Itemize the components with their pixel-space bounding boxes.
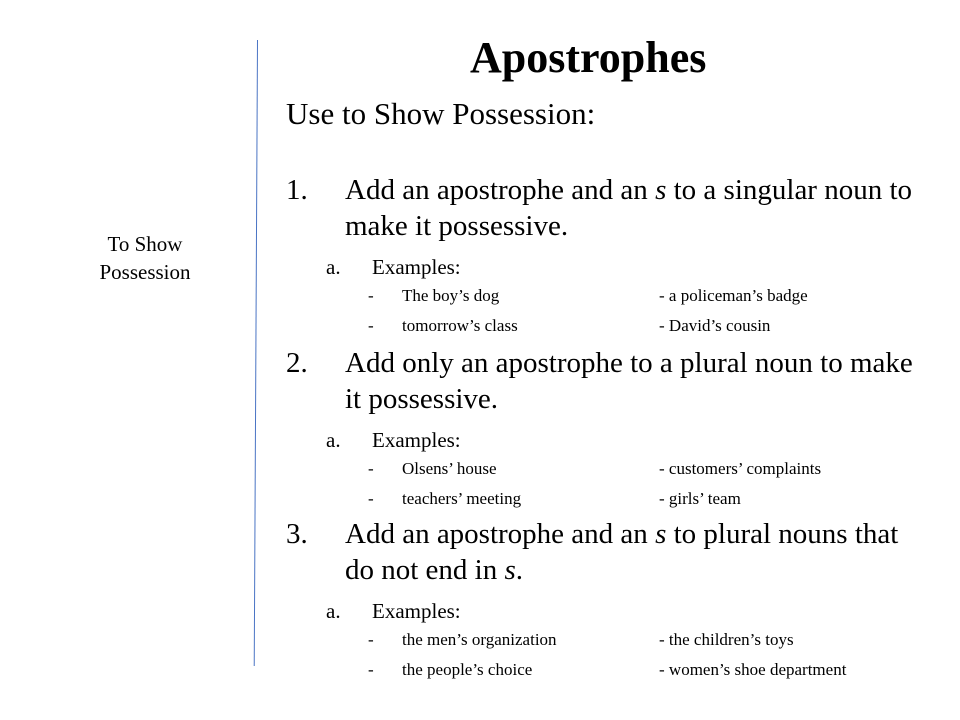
rule-3-text-part: to plural nouns that do not end in [345,518,899,586]
example-right: - women’s shoe department [659,660,847,679]
example-row [286,311,926,341]
rule-1-number: 1. [286,174,308,206]
rule-3-italic-s-2: s [504,554,516,586]
rule-1-examples-label: Examples: [372,255,461,279]
rule-3-examples-letter: a. [326,599,341,623]
example-dash: - [368,459,374,478]
example-dash: - [368,630,374,649]
rule-1-examples-letter: a. [326,255,341,279]
example-dash: - [368,286,374,305]
example-left: tomorrow’s class [402,316,518,335]
example-left: the men’s organization [402,630,557,649]
rule-1-italic-s: s [655,174,667,206]
example-left: The boy’s dog [402,286,500,305]
rule-2-examples-label: Examples: [372,428,461,452]
rule-3-examples-label: Examples: [372,599,461,623]
slide-title: Apostrophes [470,33,707,82]
vertical-divider [254,40,258,666]
example-left: Olsens’ house [402,459,497,478]
example-row [286,281,926,311]
rule-3-examples-heading [286,597,926,625]
example-row [286,655,926,685]
rule-1-text-part: to a singular noun to make it possessive. [345,174,913,242]
rule-2-examples-letter: a. [326,428,341,452]
example-dash: - [368,489,374,508]
rule-2-text-part: Add only an apostrophe to a plural noun to make it possessive. [345,347,913,415]
side-label [70,230,220,286]
example-right: - a policeman’s badge [659,286,808,305]
rule-2-number: 2. [286,347,308,379]
example-right: - David’s cousin [659,316,771,335]
example-right: - customers’ complaints [659,459,822,478]
rule-2 [286,345,926,514]
rule-1-examples-heading [286,253,926,281]
example-row [286,454,926,484]
example-right: - the children’s toys [659,630,794,649]
side-label-line-2: Possession [99,260,191,284]
rule-3 [286,516,926,685]
side-label-line-1: To Show [107,232,183,256]
rule-1-text-part: Add an apostrophe and an [345,174,656,206]
example-row [286,484,926,514]
rule-3-text-part: . [515,554,524,586]
example-dash: - [368,660,374,679]
rule-3-text [286,516,926,588]
rule-2-examples-heading [286,426,926,454]
rule-3-italic-s: s [655,518,667,550]
example-left: teachers’ meeting [402,489,522,508]
example-left: the people’s choice [402,660,533,679]
rule-1-text [286,172,926,244]
rule-1 [286,172,926,341]
subtitle: Use to Show Possession: [286,96,596,131]
rule-3-text-part: Add an apostrophe and an [345,518,656,550]
example-right: - girls’ team [659,489,741,508]
example-dash: - [368,316,374,335]
rule-3-number: 3. [286,518,308,550]
rule-2-text [286,345,926,417]
example-row [286,625,926,655]
